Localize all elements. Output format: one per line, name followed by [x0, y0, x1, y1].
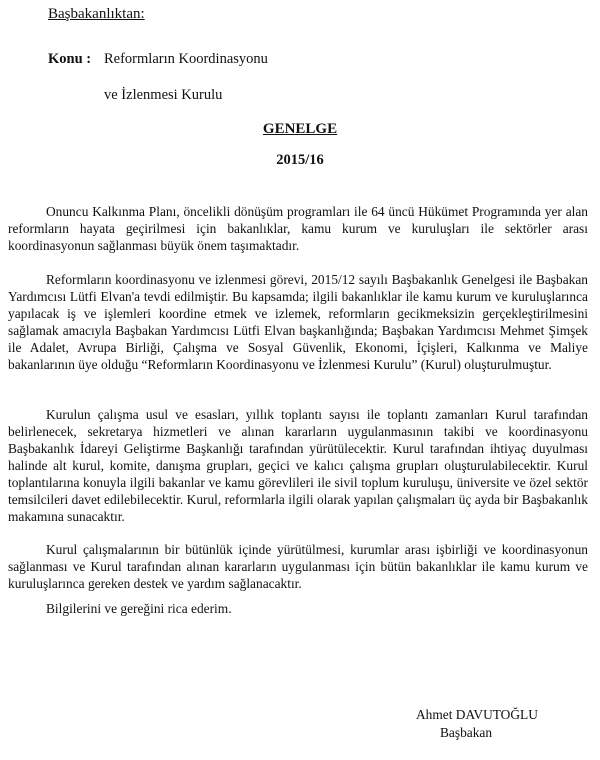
signature-block — [380, 706, 540, 742]
document-number: 2015/16 — [276, 152, 324, 168]
signatory-name: Ahmet DAVUTOĞLU — [416, 707, 538, 722]
paragraph-5: Bilgilerini ve gereğini rica ederim. — [46, 601, 232, 616]
subject-block — [48, 41, 268, 113]
subject-line-1 — [48, 41, 268, 77]
subject-text-1: Reformların Koordinasyonu — [104, 51, 268, 67]
paragraph-4: Kurul çalışmalarının bir bütünlük içinde yürütülmesi, kurumlar arası işbirliği ve koordinasyonun sağlanması ve Kurul tarafından alınan kararların uygulanması için bütün bakanlıklar ile kamu kurum ve kuruluşlarınca gereken destek ve yardım sağlanacaktır. — [8, 542, 588, 591]
paragraph-3: Kurulun çalışma usul ve esasları, yıllık toplantı sayısı ile toplantı zamanları Kurul tarafından belirlenecek, sekretarya hizmetleri ve alınan kararların uygulanmasının takibi ve koordinasyonu Başbakanlık İdareyi Geliştirme Başkanlığı tarafından yürütülecektir. Kurul tarafından ihtiyaç duyulması halinde alt kurul, komite, danışma grupları, geçici ve kalıcı çalışma grupları oluşturulabilecektir. Kurul toplantılarına konuyla ilgili bakanlar ve kamu görevlileri ile sivil toplum kuruluşu, üniversite ve özel sektör temsilcileri davet edilebilecektir. Kurul, reformlarla ilgili olarak yapılan çalışmaları üç ayda bir Başbakanlık makamına sunacaktır. — [8, 407, 588, 524]
paragraph-1: Onuncu Kalkınma Planı, öncelikli dönüşüm programları ile 64 üncü Hükümet Programında yer alan reformların hayata geçirilmesi için bakanlıklar, kamu kurum ve kuruluşları ile sektörler arası koordinasyonun sağlanması büyük önem taşımaktadır. — [8, 204, 588, 253]
signatory-title: Başbakan — [440, 725, 493, 740]
subject-label: Konu : — [48, 51, 92, 67]
subject-line-2 — [48, 77, 268, 113]
document-type-title: GENELGE — [262, 121, 338, 137]
subject-text-2: ve İzlenmesi Kurulu — [104, 87, 223, 103]
sender-heading: Başbakanlıktan: — [48, 6, 145, 22]
paragraph-2: Reformların koordinasyonu ve izlenmesi görevi, 2015/12 sayılı Başbakanlık Genelgesi ile Başbakan Yardımcısı Lütfi Elvan'a tevdi edilmiştir. Bu kapsamda; ilgili bakanlıklar ile kamu kurum ve kuruluşlarınca yapılacak iş ve işlemleri koordine etmek ve izlemek, reformların gecikmeksizin gerçekleştirilmesini sağlamak amacıyla Başbakan Yardımcısı Lütfi Elvan başkanlığında; Başbakan Yardımcısı Mehmet Şimşek ile Adalet, Avrupa Birliği, Çalışma ve Sosyal Güvenlik, Ekonomi, İçişleri, Kalkınma ve Maliye bakanlarının üye olduğu “Reformların Koordinasyonu ve İzlenmesi Kurulu” (Kurul) oluşturulmuştur. — [8, 272, 588, 372]
